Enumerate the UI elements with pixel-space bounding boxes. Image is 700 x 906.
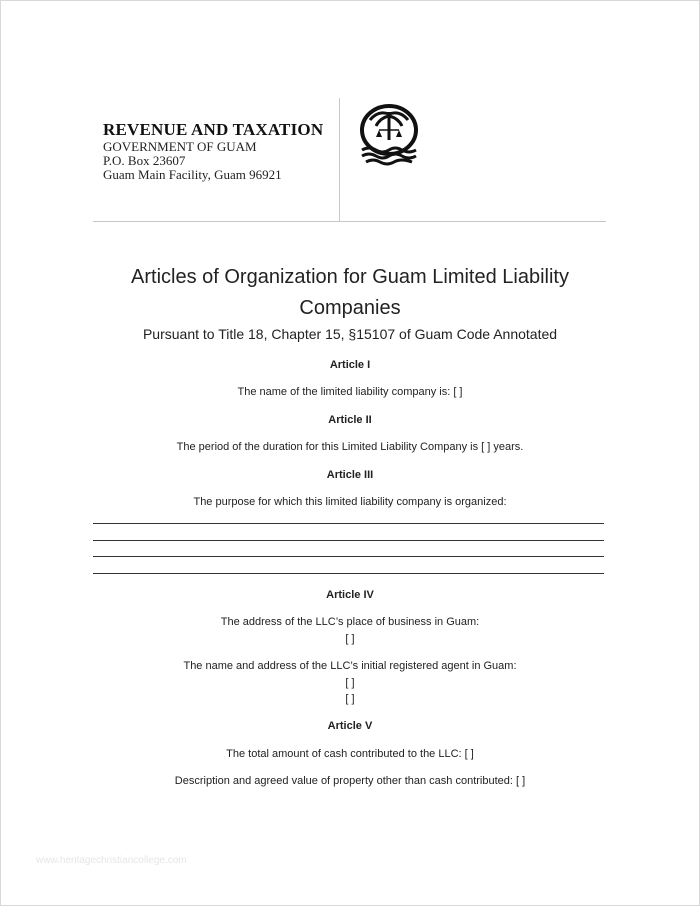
purpose-blank-line-2[interactable] [93, 540, 604, 541]
article-4-agent-blank-1[interactable]: [ ] [345, 677, 355, 689]
article-4-agent-text: The name and address of the LLC’s initial registered agent in Guam: [183, 660, 517, 672]
article-5-cash-text: The total amount of cash contributed to the LLC: [ ] [226, 748, 474, 760]
title-line-1: Articles of Organization for Guam Limited Liability [131, 266, 569, 288]
article-5-property-text: Description and agreed value of property other than cash contributed: [ ] [174, 775, 526, 787]
address-line-2: P.O. Box 23607 [103, 153, 186, 168]
purpose-blank-line-3[interactable] [93, 556, 604, 557]
article-3-text: The purpose for which this limited liability company is organized: [193, 496, 507, 508]
header-vertical-divider [339, 98, 340, 222]
document-title [100, 262, 600, 324]
article-5-heading: Article V [327, 720, 373, 732]
title-line-2: Companies [299, 297, 401, 319]
address-line-1: GOVERNMENT OF GUAM [103, 139, 257, 154]
watermark: www.heritagechristiancollege.com [36, 855, 187, 866]
guam-seal-icon [358, 104, 420, 166]
article-1-heading: Article I [329, 359, 371, 371]
article-4-agent-blank-2[interactable]: [ ] [345, 693, 355, 705]
address-line-3: Guam Main Facility, Guam 96921 [103, 167, 282, 182]
article-1-text: The name of the limited liability company is: [ ] [237, 386, 463, 398]
agency-name: REVENUE AND TAXATION [103, 120, 324, 139]
article-3-heading: Article III [326, 469, 374, 481]
article-2-text: The period of the duration for this Limited Liability Company is [ ] years. [176, 441, 524, 453]
purpose-blank-line-4[interactable] [93, 573, 604, 574]
header-horizontal-divider [93, 221, 606, 222]
document-subtitle: Pursuant to Title 18, Chapter 15, §15107 of Guam Code Annotated [142, 326, 558, 342]
letterhead [93, 98, 606, 222]
letterhead-text [103, 120, 323, 182]
article-4-heading: Article IV [326, 589, 374, 601]
article-4-place-text: The address of the LLC’s place of business in Guam: [220, 616, 480, 628]
article-4-place-blank[interactable]: [ ] [345, 633, 355, 645]
article-2-heading: Article II [328, 414, 372, 426]
purpose-blank-line-1[interactable] [93, 523, 604, 524]
